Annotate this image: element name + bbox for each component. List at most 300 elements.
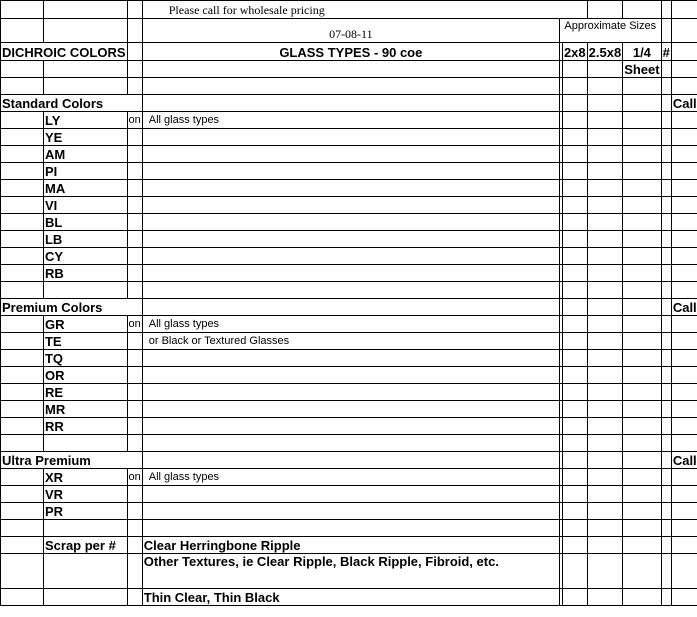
cell: [562, 248, 587, 265]
cell: [587, 231, 623, 248]
cell: [587, 61, 623, 78]
glass-note: [142, 129, 559, 146]
cell: [562, 146, 587, 163]
cell: [623, 265, 661, 282]
cell: [1, 265, 44, 282]
cell: [562, 231, 587, 248]
cell: [43, 435, 127, 452]
cell: [671, 350, 697, 367]
cell: [587, 333, 623, 350]
cell: [587, 367, 623, 384]
table-row: [1, 282, 697, 299]
glass-note: [142, 248, 559, 265]
color-code: RR: [43, 418, 127, 435]
cell: [1, 554, 44, 589]
cell: [142, 452, 559, 469]
cell: [671, 1, 697, 19]
cell: [587, 1, 623, 19]
table-row: [1, 248, 697, 265]
cell: [671, 384, 697, 401]
cell: [142, 282, 559, 299]
cell: [661, 180, 671, 197]
cell: [587, 350, 623, 367]
date: 07-08-11: [142, 19, 559, 43]
cell: [587, 265, 623, 282]
cell: [661, 163, 671, 180]
glass-note: [142, 418, 559, 435]
table-row: [1, 435, 697, 452]
cell: [623, 401, 661, 418]
cell: [661, 265, 671, 282]
glass-note: [142, 401, 559, 418]
scrap-label: Scrap per #: [43, 537, 127, 554]
cell: [587, 197, 623, 214]
cell: [623, 197, 661, 214]
table-row: [1, 299, 697, 316]
table-row: [1, 95, 697, 112]
cell: [623, 503, 661, 520]
cell: [623, 554, 661, 589]
cell: [562, 61, 587, 78]
table-row: [1, 350, 697, 367]
cell: [661, 384, 671, 401]
table-row: [1, 469, 697, 486]
cell: [661, 367, 671, 384]
cell: [623, 589, 661, 606]
cell: [661, 299, 671, 316]
table-row: [1, 520, 697, 537]
cell: [671, 435, 697, 452]
glass-note: [142, 214, 559, 231]
cell: [623, 231, 661, 248]
cell: [661, 282, 671, 299]
cell: [671, 418, 697, 435]
cell: [562, 282, 587, 299]
table-row: [1, 19, 697, 43]
glass-note: [142, 231, 559, 248]
color-code: AM: [43, 146, 127, 163]
color-code: TQ: [43, 350, 127, 367]
glass-note: [142, 163, 559, 180]
cell: [142, 95, 559, 112]
cell: [43, 282, 127, 299]
on-label: [127, 214, 142, 231]
cell: [623, 537, 661, 554]
color-code: RB: [43, 265, 127, 282]
cell: [587, 282, 623, 299]
approx-sizes: Approximate Sizes: [559, 19, 661, 43]
call-label: Call: [672, 300, 697, 315]
cell: [127, 435, 142, 452]
cell: [587, 520, 623, 537]
cell: [671, 520, 697, 537]
cell: [1, 180, 44, 197]
cell: [587, 248, 623, 265]
on-label: [127, 333, 142, 350]
table-row: [1, 265, 697, 282]
cell: [671, 231, 697, 248]
cell: [1, 469, 44, 486]
cell: [661, 19, 671, 43]
cell: [562, 163, 587, 180]
cell: [623, 367, 661, 384]
table-row: [1, 78, 697, 95]
cell: [1, 1, 44, 19]
cell: [1, 61, 44, 78]
cell: [671, 265, 697, 282]
cell: [661, 486, 671, 503]
cell: [562, 486, 587, 503]
cell: [127, 78, 142, 95]
table-row: [1, 452, 697, 469]
on-label: on: [127, 469, 142, 486]
cell: [562, 418, 587, 435]
on-label: [127, 163, 142, 180]
table-row: [1, 486, 697, 503]
col-2x8: 2x8: [562, 43, 587, 61]
col-quarter: 1/4: [623, 43, 661, 61]
cell: [661, 316, 671, 333]
cell: [562, 452, 587, 469]
cell: [671, 163, 697, 180]
cell: [1, 384, 44, 401]
cell: [142, 435, 559, 452]
cell: [142, 299, 559, 316]
cell: [661, 520, 671, 537]
cell: [562, 78, 587, 95]
cell: [671, 282, 697, 299]
table-row: [1, 589, 697, 606]
cell: [671, 367, 697, 384]
glass-note: [142, 146, 559, 163]
cell: [623, 214, 661, 231]
scrap-item: Other Textures, ie Clear Ripple, Black Ripple, Fibroid, etc.: [142, 554, 559, 589]
color-code: XR: [43, 469, 127, 486]
cell: [587, 469, 623, 486]
cell: [587, 214, 623, 231]
glass-note: [142, 367, 559, 384]
cell: [127, 554, 142, 589]
section-title: Ultra Premium: [1, 452, 143, 469]
cell: [127, 537, 142, 554]
cell: [623, 384, 661, 401]
table-row: [1, 537, 697, 554]
cell: [43, 554, 127, 589]
cell: [623, 418, 661, 435]
cell: [661, 350, 671, 367]
cell: [661, 248, 671, 265]
color-code: MR: [43, 401, 127, 418]
call-label: Call: [672, 453, 697, 468]
table-row: [1, 384, 697, 401]
cell: [1, 214, 44, 231]
cell: [661, 554, 671, 589]
cell: [623, 282, 661, 299]
glass-note: [142, 265, 559, 282]
cell: [671, 112, 697, 129]
cell: [587, 537, 623, 554]
glass-note: [142, 503, 559, 520]
cell: [562, 299, 587, 316]
cell: [587, 384, 623, 401]
cell: [623, 1, 661, 19]
cell: [1, 146, 44, 163]
cell: [623, 469, 661, 486]
cell: [1, 163, 44, 180]
cell: [562, 180, 587, 197]
cell: [671, 43, 697, 61]
cell: [623, 520, 661, 537]
cell: [587, 129, 623, 146]
cell: [671, 214, 697, 231]
table-row: [1, 197, 697, 214]
color-code: TE: [43, 333, 127, 350]
scrap-item: Thin Clear, Thin Black: [142, 589, 559, 606]
cell: [43, 61, 127, 78]
on-label: [127, 418, 142, 435]
cell: [127, 1, 142, 19]
table-row: [1, 146, 697, 163]
cell: [661, 95, 671, 112]
cell: [1, 19, 44, 43]
cell: [671, 197, 697, 214]
table-row: [1, 214, 697, 231]
section-title: Premium Colors: [1, 299, 143, 316]
on-label: [127, 248, 142, 265]
table-row: [1, 333, 697, 350]
on-label: on: [127, 112, 142, 129]
cell: [661, 129, 671, 146]
cell: [562, 435, 587, 452]
cell: [142, 520, 559, 537]
color-code: PR: [43, 503, 127, 520]
on-label: [127, 231, 142, 248]
cell: [661, 435, 671, 452]
cell: [562, 95, 587, 112]
cell: [623, 452, 661, 469]
cell: [661, 401, 671, 418]
cell: [671, 486, 697, 503]
cell: [623, 95, 661, 112]
cell: [587, 418, 623, 435]
cell: [661, 61, 671, 78]
cell: [587, 435, 623, 452]
cell: [623, 112, 661, 129]
table-row: [1, 43, 697, 61]
cell: [671, 589, 697, 606]
cell: [587, 316, 623, 333]
cell: [623, 350, 661, 367]
cell: [1, 197, 44, 214]
cell: [43, 1, 127, 19]
on-label: [127, 486, 142, 503]
cell: [587, 589, 623, 606]
table-row: [1, 367, 697, 384]
cell: [661, 469, 671, 486]
cell: [623, 180, 661, 197]
cell: [661, 452, 671, 469]
on-label: [127, 367, 142, 384]
pricing-note: Please call for wholesale pricing: [142, 1, 587, 19]
on-label: [127, 384, 142, 401]
cell: [587, 503, 623, 520]
cell: [1, 78, 44, 95]
cell: [1, 589, 44, 606]
cell: [43, 520, 127, 537]
on-label: [127, 265, 142, 282]
cell: [1, 418, 44, 435]
color-code: PI: [43, 163, 127, 180]
table-row: [1, 61, 697, 78]
cell: [623, 146, 661, 163]
cell: [661, 589, 671, 606]
cell: [127, 589, 142, 606]
on-label: [127, 129, 142, 146]
col-hash: #: [661, 43, 671, 61]
cell: [562, 520, 587, 537]
cell: [1, 282, 44, 299]
glass-note: All glass types: [142, 469, 559, 486]
table-row: [1, 401, 697, 418]
cell: [671, 401, 697, 418]
cell: [623, 316, 661, 333]
cell: [623, 129, 661, 146]
cell: [661, 503, 671, 520]
glass-note: [142, 486, 559, 503]
cell: [671, 19, 697, 43]
cell: [671, 554, 697, 589]
on-label: [127, 401, 142, 418]
col-2-5x8: 2.5x8: [587, 43, 623, 61]
cell: [562, 554, 587, 589]
call-label: Call: [672, 96, 697, 111]
cell: [127, 520, 142, 537]
cell: [562, 112, 587, 129]
color-code: VR: [43, 486, 127, 503]
cell: [562, 367, 587, 384]
glass-note: [142, 350, 559, 367]
cell: [587, 180, 623, 197]
cell: [142, 78, 559, 95]
table-row: [1, 418, 697, 435]
cell: [623, 486, 661, 503]
on-label: [127, 350, 142, 367]
cell: [671, 469, 697, 486]
cell: [671, 316, 697, 333]
cell: [562, 503, 587, 520]
cell: [562, 401, 587, 418]
on-label: on: [127, 316, 142, 333]
section-title: Standard Colors: [1, 95, 143, 112]
cell: [661, 214, 671, 231]
glass-note: [142, 384, 559, 401]
color-code: RE: [43, 384, 127, 401]
cell: [587, 163, 623, 180]
table-row: [1, 316, 697, 333]
cell: [661, 231, 671, 248]
cell: [671, 537, 697, 554]
cell: [587, 299, 623, 316]
cell: [1, 112, 44, 129]
col-quarter-sheet: Sheet: [624, 62, 660, 77]
table-row: [1, 554, 697, 589]
cell: [1, 129, 44, 146]
cell: [587, 95, 623, 112]
cell: [671, 78, 697, 95]
cell: [587, 452, 623, 469]
cell: [1, 503, 44, 520]
color-code: LB: [43, 231, 127, 248]
cell: [562, 316, 587, 333]
color-code: YE: [43, 129, 127, 146]
cell: [127, 282, 142, 299]
cell: [671, 248, 697, 265]
cell: [127, 61, 142, 78]
cell: [1, 537, 44, 554]
cell: [562, 214, 587, 231]
cell: [43, 78, 127, 95]
cell: [671, 503, 697, 520]
cell: [671, 61, 697, 78]
cell: [661, 333, 671, 350]
table-row: [1, 503, 697, 520]
cell: [562, 197, 587, 214]
cell: [127, 19, 142, 43]
cell: [623, 333, 661, 350]
cell: [562, 265, 587, 282]
cell: [1, 248, 44, 265]
cell: [587, 112, 623, 129]
cell: [623, 435, 661, 452]
dichroic-colors-header: DICHROIC COLORS: [1, 43, 128, 61]
cell: [587, 486, 623, 503]
color-code: VI: [43, 197, 127, 214]
cell: [127, 43, 142, 61]
cell: [671, 129, 697, 146]
table-row: [1, 231, 697, 248]
cell: [623, 299, 661, 316]
cell: [1, 231, 44, 248]
cell: [1, 350, 44, 367]
cell: [43, 589, 127, 606]
color-code: MA: [43, 180, 127, 197]
scrap-item: Clear Herringbone Ripple: [142, 537, 559, 554]
cell: [587, 78, 623, 95]
cell: [623, 248, 661, 265]
cell: [1, 333, 44, 350]
color-code: GR: [43, 316, 127, 333]
cell: [587, 401, 623, 418]
cell: [661, 418, 671, 435]
cell: [562, 469, 587, 486]
cell: [562, 384, 587, 401]
cell: [661, 146, 671, 163]
cell: [1, 486, 44, 503]
cell: [661, 112, 671, 129]
cell: [562, 589, 587, 606]
cell: [1, 316, 44, 333]
cell: [562, 350, 587, 367]
glass-note: or Black or Textured Glasses: [142, 333, 559, 350]
cell: [661, 537, 671, 554]
cell: [142, 61, 559, 78]
table-row: [1, 129, 697, 146]
cell: [623, 163, 661, 180]
on-label: [127, 503, 142, 520]
glass-note: [142, 180, 559, 197]
cell: [587, 554, 623, 589]
table-row: [1, 1, 697, 19]
